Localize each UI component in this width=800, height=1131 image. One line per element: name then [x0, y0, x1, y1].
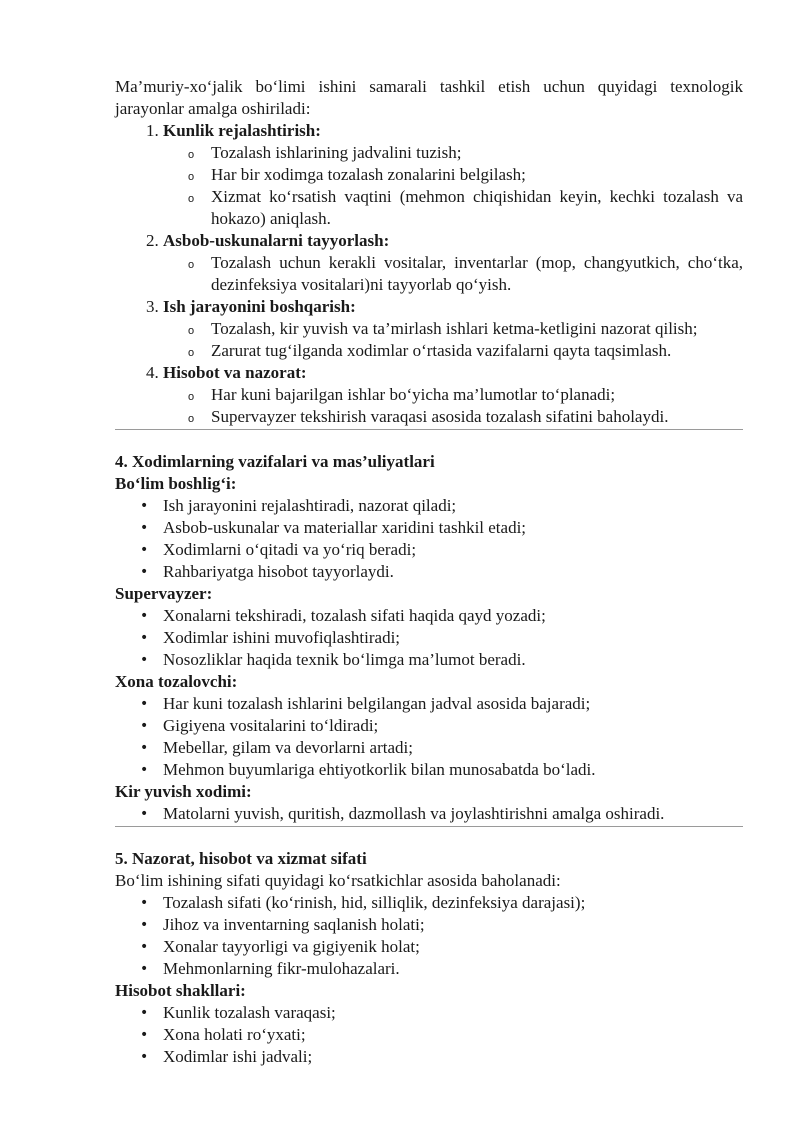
list-item: • Xona holati ro‘yxati; — [163, 1024, 743, 1046]
list-item: • Mehmon buyumlariga ehtiyotkorlik bilan munosabatda bo‘ladi. — [163, 759, 743, 781]
section-4-heading: 4. Xodimlarning vazifalari va mas’uliyatlari — [115, 452, 435, 471]
list-item: • Har kuni tozalash ishlarini belgilangan jadval asosida bajaradi; — [163, 693, 743, 715]
quality-criteria-list — [115, 892, 743, 980]
role-title: Xona tozalovchi: — [115, 672, 238, 691]
process-title: Hisobot va nazorat: — [163, 363, 307, 382]
list-item: o Tozalash ishlarining jadvalini tuzish; — [211, 142, 743, 164]
list-item: • Xodimlar ishi jadvali; — [163, 1046, 743, 1068]
list-item: o Tozalash, kir yuvish va ta’mirlash ishlari ketma-ketligini nazorat qilish; — [211, 318, 743, 340]
list-item: • Asbob-uskunalar va materiallar xaridini tashkil etadi; — [163, 517, 743, 539]
list-item: o Zarurat tug‘ilganda xodimlar o‘rtasida vazifalarni qayta taqsimlash. — [211, 340, 743, 362]
list-item: • Xonalarni tekshiradi, tozalash sifati haqida qayd yozadi; — [163, 605, 743, 627]
list-item: • Rahbariyatga hisobot tayyorlaydi. — [163, 561, 743, 583]
role-title: Bo‘lim boshlig‘i: — [115, 474, 237, 493]
process-title: Kunlik rejalashtirish: — [163, 121, 321, 140]
role-duties-list — [115, 693, 743, 781]
section-5-intro: Bo‘lim ishining sifati quyidagi ko‘rsatkichlar asosida baholanadi: — [115, 871, 561, 890]
process-item — [163, 120, 743, 230]
role-duties-list — [115, 605, 743, 671]
process-item — [163, 362, 743, 428]
process-item — [163, 230, 743, 296]
role-title: Kir yuvish xodimi: — [115, 782, 252, 801]
list-item: • Xodimlar ishini muvofiqlashtiradi; — [163, 627, 743, 649]
report-forms-list — [115, 1002, 743, 1068]
list-item: • Gigiyena vositalarini to‘ldiradi; — [163, 715, 743, 737]
document-content — [115, 76, 743, 1068]
list-item: • Nosozliklar haqida texnik bo‘limga ma’lumot beradi. — [163, 649, 743, 671]
list-item: • Mehmonlarning fikr-mulohazalari. — [163, 958, 743, 980]
role-duties-list — [115, 495, 743, 583]
section-5-heading: 5. Nazorat, hisobot va xizmat sifati — [115, 849, 367, 868]
process-title: Asbob-uskunalarni tayyorlash: — [163, 231, 390, 250]
list-item: o Har kuni bajarilgan ishlar bo‘yicha ma’lumotlar to‘planadi; — [211, 384, 743, 406]
process-item — [163, 296, 743, 362]
process-sublist — [163, 318, 743, 362]
list-item: o Supervayzer tekshirish varaqasi asosida tozalash sifatini baholaydi. — [211, 406, 743, 428]
role-title: Supervayzer: — [115, 584, 213, 603]
list-item: o Tozalash uchun kerakli vositalar, inventarlar (mop, changyutkich, cho‘tka, dezinfeksiya vositalari)ni tayyorlab qo‘yish. — [211, 252, 743, 296]
list-item: • Mebellar, gilam va devorlarni artadi; — [163, 737, 743, 759]
list-item: • Kunlik tozalash varaqasi; — [163, 1002, 743, 1024]
list-item: • Matolarni yuvish, quritish, dazmollash va joylashtirishni amalga oshiradi. — [163, 803, 743, 825]
list-item: • Ish jarayonini rejalashtiradi, nazorat qiladi; — [163, 495, 743, 517]
list-item: o Xizmat ko‘rsatish vaqtini (mehmon chiqishidan keyin, kechki tozalash va hokazo) aniqlash. — [211, 186, 743, 230]
process-sublist — [163, 252, 743, 296]
process-sublist — [163, 384, 743, 428]
process-sublist — [163, 142, 743, 230]
role-duties-list — [115, 803, 743, 825]
list-item: • Xodimlarni o‘qitadi va yo‘riq beradi; — [163, 539, 743, 561]
list-item: • Jihoz va inventarning saqlanish holati; — [163, 914, 743, 936]
process-list — [115, 120, 743, 428]
list-item: • Xonalar tayyorligi va gigiyenik holat; — [163, 936, 743, 958]
intro-paragraph: Ma’muriy-xo‘jalik bo‘limi ishini samarali tashkil etish uchun quyidagi texnologik jarayonlar amalga oshiriladi: — [115, 77, 743, 118]
process-title: Ish jarayonini boshqarish: — [163, 297, 356, 316]
reports-title: Hisobot shakllari: — [115, 981, 246, 1000]
list-item: o Har bir xodimga tozalash zonalarini belgilash; — [211, 164, 743, 186]
list-item: • Tozalash sifati (ko‘rinish, hid, silliqlik, dezinfeksiya darajasi); — [163, 892, 743, 914]
